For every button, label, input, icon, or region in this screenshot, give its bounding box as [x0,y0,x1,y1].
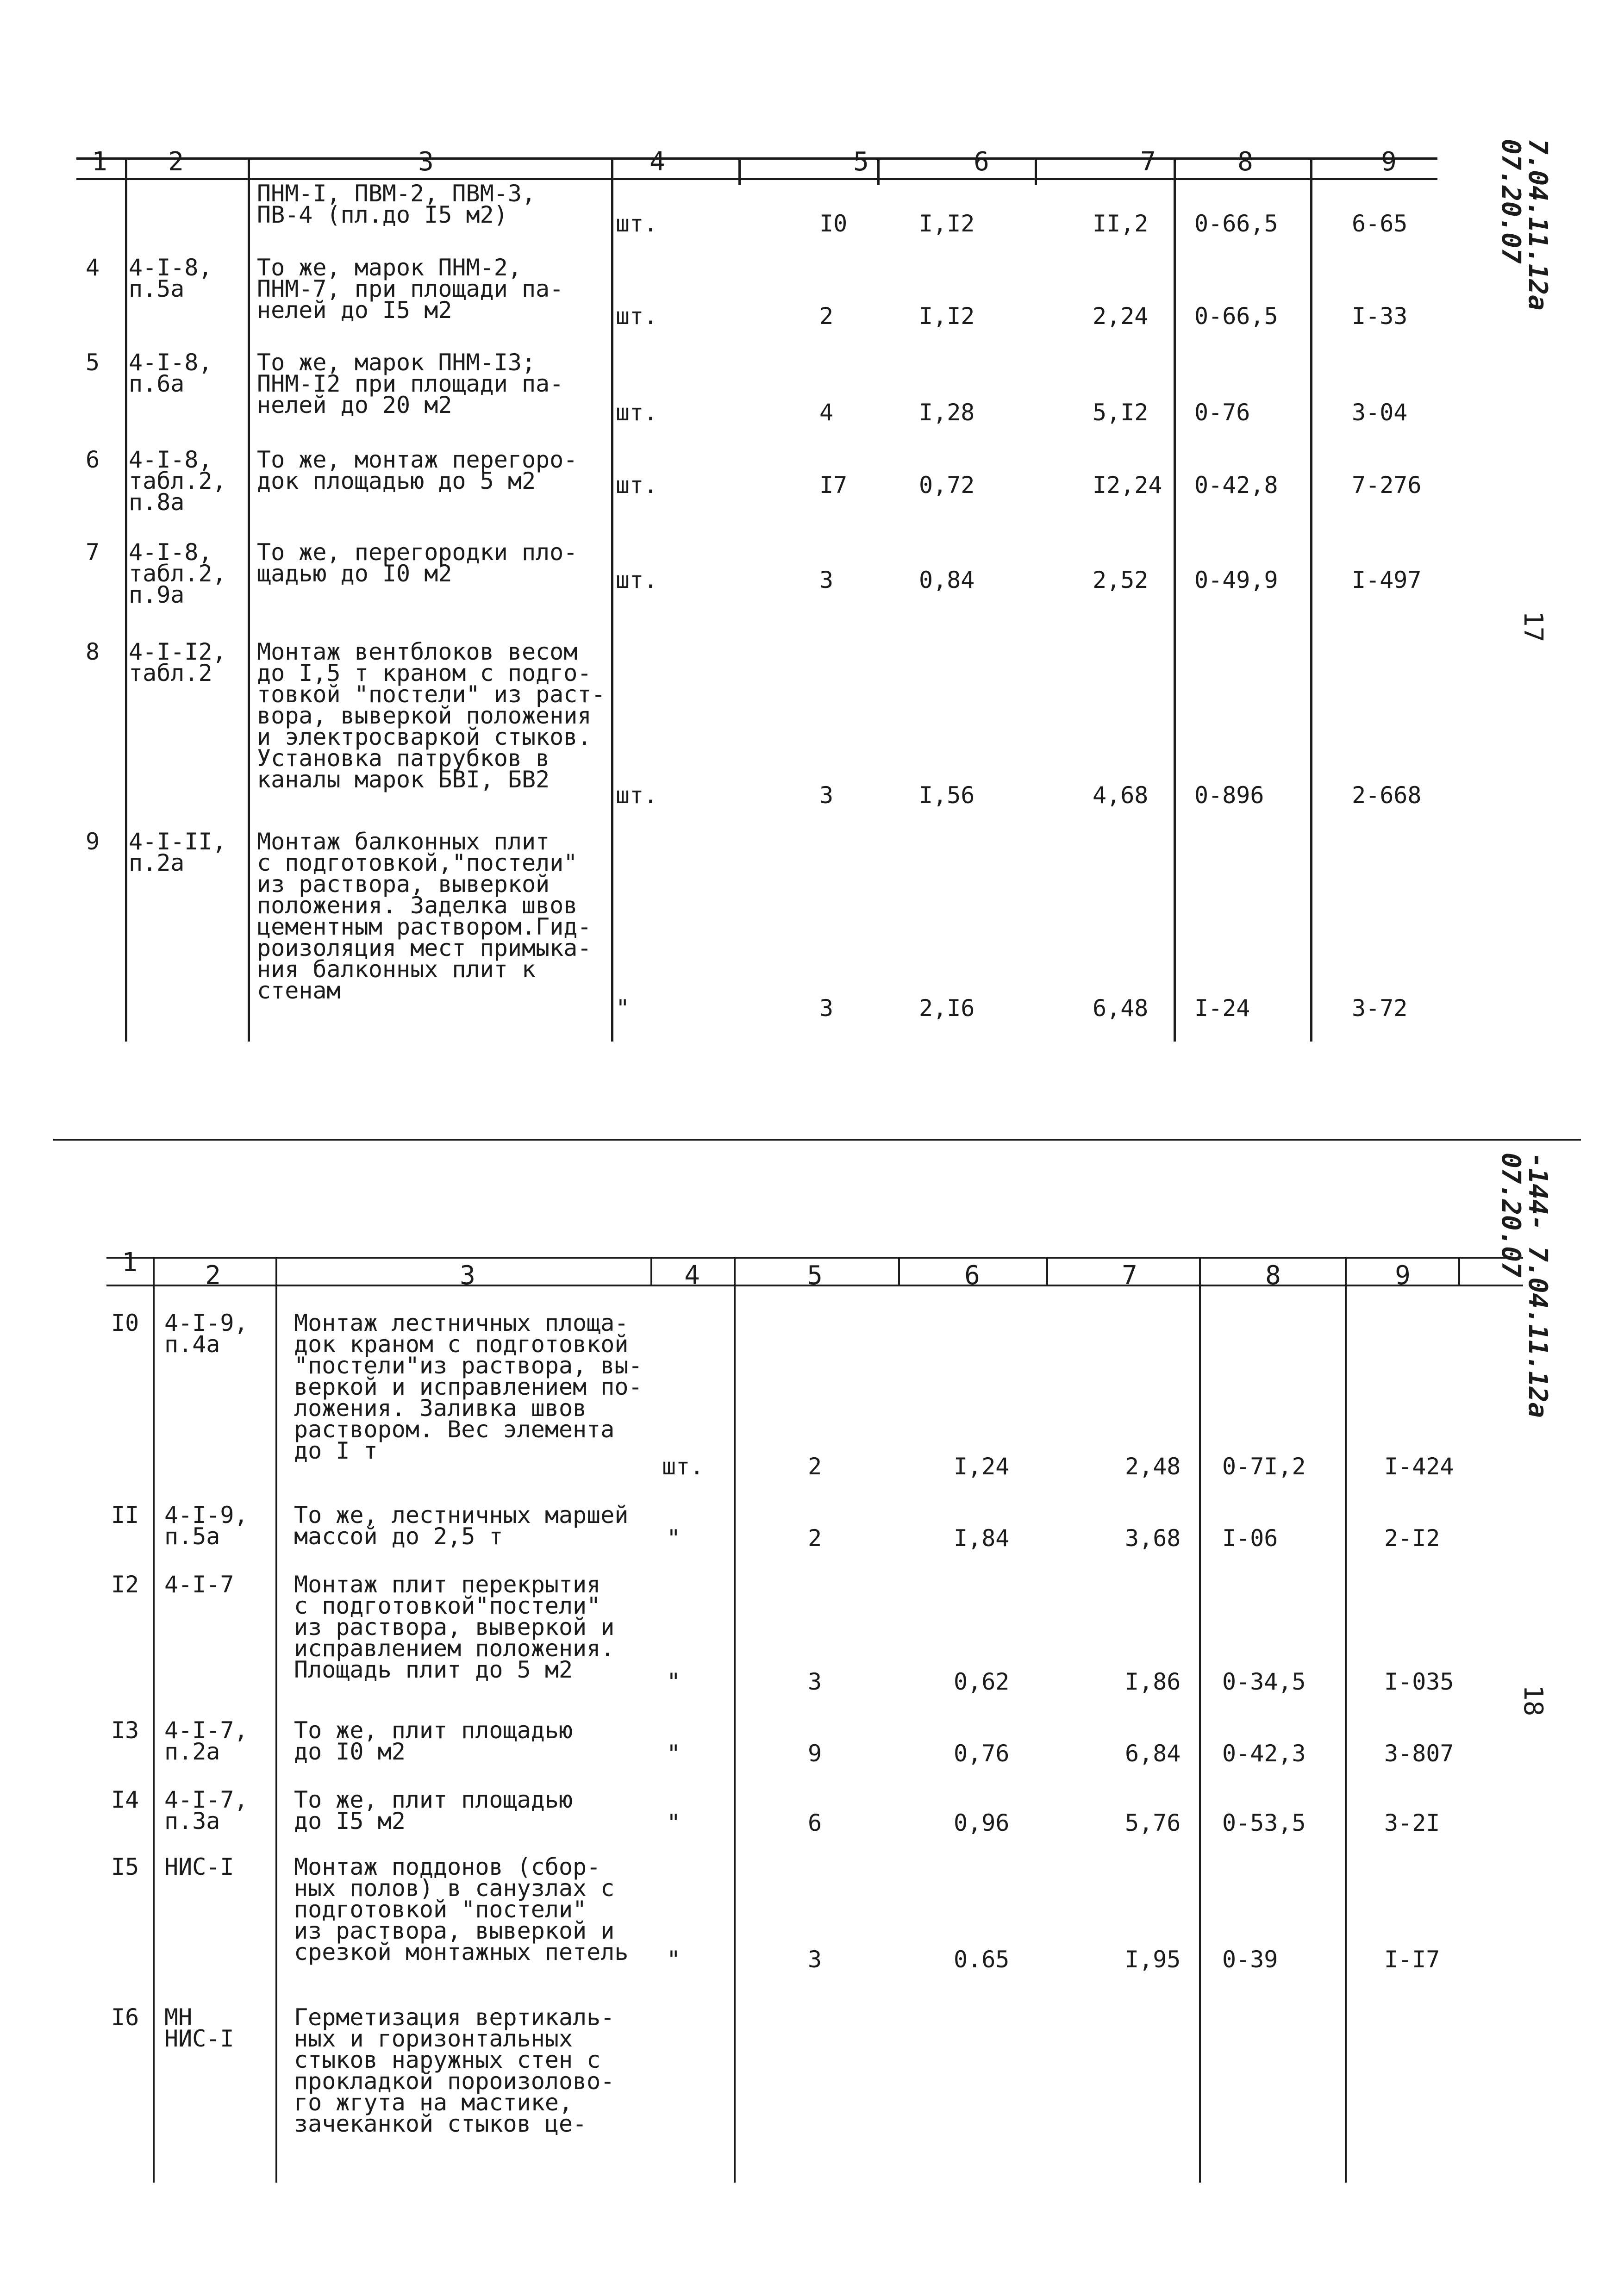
page-number: 17 [1518,611,1548,643]
header-cell: 7 [1140,147,1156,177]
cell-row-number: 7 [86,539,100,566]
cell-description: То же, монтаж перегоро- док площадью до 5 м2 [257,446,578,494]
cell-reference: 4-I-II, п.2а [129,828,226,876]
cell-col9: 2-668 [1352,782,1422,809]
cell-qty: 3 [808,1946,822,1973]
cell-col7: I2,24 [1093,472,1162,499]
cell-col7: 4,68 [1093,782,1149,809]
cell-row-number: I3 [111,1717,139,1744]
cell-col8: 0-896 [1194,782,1264,809]
cell-unit: шт. [616,303,658,330]
cell-row-number: I0 [111,1310,139,1336]
cell-col8: 0-34,5 [1222,1668,1306,1695]
col-divider [153,1257,155,2183]
cell-col7: 2,24 [1093,303,1149,330]
cell-qty: 2 [808,1525,822,1552]
cell-qty: 2 [808,1453,822,1480]
col-divider [738,157,741,185]
cell-reference: 4-I-7, п.3а [164,1786,248,1834]
cell-col8: 0-42,3 [1222,1740,1306,1767]
cell-col8: 0-53,5 [1222,1809,1306,1836]
header-cell: 8 [1237,147,1253,177]
cell-col7: I,86 [1125,1668,1181,1695]
cell-row-number: 4 [86,254,100,281]
cell-qty: 3 [808,1668,822,1695]
cell-reference: 4-I-8, табл.2, п.9а [129,539,226,608]
cell-unit: шт. [616,782,658,809]
cell-description: Монтаж лестничных площа- док краном с подготовкой "постели"из раствора, вы- веркой и исправлением по- ложения. Заливка швов раствором. Вес элемента до I т [294,1310,643,1464]
cell-description: То же, марок ПНМ-I3; ПНМ-I2 при площади па- нелей до 20 м2 [257,349,564,418]
col-divider [1199,1257,1201,2183]
cell-unit: " [667,1525,681,1552]
cell-col7: II,2 [1093,210,1149,237]
cell-unit: " [616,995,630,1022]
col-divider [1458,1257,1460,1285]
cell-unit: шт. [616,399,658,426]
cell-col9: I-I7 [1384,1946,1440,1973]
header-cell: 9 [1395,1260,1411,1291]
col-divider [248,157,250,1042]
cell-description: Монтаж плит перекрытия с подготовкой"постели" из раствора, выверкой и исправлением положения. Площадь плит до 5 м2 [294,1571,615,1683]
cell-row-number: II [111,1502,139,1529]
header-cell: 9 [1381,147,1397,177]
cell-reference: 4-I-9, п.4а [164,1310,248,1358]
cell-row-number: I2 [111,1571,139,1598]
col-divider [898,1257,900,1285]
header-cell: 7 [1122,1260,1137,1291]
cell-col9: 6-65 [1352,210,1408,237]
cell-row-number: I4 [111,1786,139,1813]
cell-description: Монтаж балконных плит с подготовкой,"постели" из раствора, выверкой положения. Заделка швов цементным раствором.Гид- роизоляция мест примыка- ния балконных плит к стенам [257,828,592,1004]
cell-col8: 0-7I,2 [1222,1453,1306,1480]
header-cell: 1 [92,147,107,177]
header-cell: 8 [1265,1260,1281,1291]
cell-reference: МН НИС-I [164,2004,234,2052]
cell-row-number: I5 [111,1853,139,1880]
cell-reference: 4-I-I2, табл.2 [129,638,226,686]
col-divider [1174,157,1176,1042]
cell-col9: 2-I2 [1384,1525,1440,1552]
cell-col9: 3-04 [1352,399,1408,426]
cell-qty: 9 [808,1740,822,1767]
cell-qty: I7 [819,472,848,499]
cell-reference: 4-I-8, табл.2, п.8а [129,446,226,516]
cell-col6: 2,I6 [919,995,975,1022]
cell-col8: 0-49,9 [1194,567,1278,593]
col-divider [611,157,613,1042]
cell-col9: I-035 [1384,1668,1454,1695]
cell-reference: 4-I-9, п.5а [164,1502,248,1550]
cell-col9: 3-72 [1352,995,1408,1022]
cell-reference: 4-I-8, п.6а [129,349,212,397]
header-cell: 4 [650,147,665,177]
cell-col8: I-06 [1222,1525,1278,1552]
cell-col6: I,84 [954,1525,1010,1552]
header-cell: 2 [205,1260,221,1291]
cell-col6: I,56 [919,782,975,809]
header-cell: 4 [684,1260,700,1291]
cell-col7: 6,84 [1125,1740,1181,1767]
header-cell: 6 [974,147,989,177]
header-cell: 5 [853,147,869,177]
cell-description: Герметизация вертикаль- ных и горизонтальных стыков наружных стен с прокладкой пороизолово- го жгута на мастике, зачеканкой стыков це- [294,2004,615,2137]
col-divider [734,1257,736,2183]
cell-col7: 2,52 [1093,567,1149,593]
cell-col9: I-33 [1352,303,1408,330]
cell-unit: шт. [662,1453,704,1480]
cell-row-number: 6 [86,446,100,473]
cell-col6: I,28 [919,399,975,426]
cell-col6: I,24 [954,1453,1010,1480]
document-code: 7.04.11.12а 07.20.07 [1496,139,1553,311]
col-divider [275,1257,277,2183]
cell-reference: 4-I-7 [164,1571,234,1598]
header-cell: 2 [168,147,184,177]
cell-unit: шт. [616,472,658,499]
cell-qty: 3 [819,567,834,593]
cell-unit: " [667,1946,681,1973]
cell-description: Монтаж поддонов (сбор- ных полов) в санузлах с подготовкой "постели" из раствора, выверкой и срезкой монтажных петель [294,1853,629,1965]
col-divider [1345,1257,1347,2183]
cell-col6: 0,72 [919,472,975,499]
cell-col9: I-424 [1384,1453,1454,1480]
cell-qty: 4 [819,399,834,426]
cell-col7: 5,76 [1125,1809,1181,1836]
table-top-rule [106,1257,1523,1259]
cell-row-number: I6 [111,2004,139,2031]
cell-col6: I,I2 [919,303,975,330]
col-divider [1035,157,1037,185]
cell-reference: 4-I-8, п.5а [129,254,212,302]
cell-col6: I,I2 [919,210,975,237]
cell-col9: 7-276 [1352,472,1422,499]
cell-description: Монтаж вентблоков весом до I,5 т краном с подго- товкой "постели" из раст- вора, выверкой положения и электросваркой стыков. Установка патрубков в каналы марок БВI, БВ2 [257,638,606,793]
cell-qty: 2 [819,303,834,330]
header-cell: 3 [418,147,434,177]
cell-col6: 0.65 [954,1946,1010,1973]
cell-qty: 6 [808,1809,822,1836]
header-cell: 5 [807,1260,823,1291]
cell-col7: 6,48 [1093,995,1149,1022]
cell-reference: 4-I-7, п.2а [164,1717,248,1765]
cell-description: ПНМ-I, ПВМ-2, ПВМ-3, ПВ-4 (пл.до I5 м2) [257,180,536,228]
cell-unit: " [667,1740,681,1767]
cell-col6: 0,84 [919,567,975,593]
cell-qty: 3 [819,995,834,1022]
cell-description: То же, плит площадью до I0 м2 [294,1717,573,1765]
cell-description: То же, лестничных маршей массой до 2,5 т [294,1502,629,1550]
cell-col9: 3-2I [1384,1809,1440,1836]
cell-col7: 2,48 [1125,1453,1181,1480]
document-code: -144- 7.04.11.12а 07.20.07 [1496,1153,1553,1418]
cell-col6: 0,96 [954,1809,1010,1836]
cell-qty: 3 [819,782,834,809]
cell-col7: I,95 [1125,1946,1181,1973]
page-number: 18 [1518,1685,1548,1716]
cell-unit: " [667,1668,681,1695]
cell-col8: 0-76 [1194,399,1250,426]
cell-unit: шт. [616,567,658,593]
cell-col8: 0-42,8 [1194,472,1278,499]
col-divider [1310,157,1312,1042]
header-cell: 1 [122,1248,137,1278]
cell-description: То же, плит площадью до I5 м2 [294,1786,573,1834]
cell-row-number: 9 [86,828,100,855]
cell-col6: 0,76 [954,1740,1010,1767]
cell-col7: 3,68 [1125,1525,1181,1552]
header-cell: 3 [460,1260,475,1291]
cell-unit: " [667,1809,681,1836]
cell-qty: I0 [819,210,848,237]
cell-col8: 0-39 [1222,1946,1278,1973]
cell-unit: шт. [616,210,658,237]
col-divider [1046,1257,1048,1285]
sheet-separator [53,1139,1581,1141]
cell-col9: I-497 [1352,567,1422,593]
header-cell: 6 [964,1260,980,1291]
cell-col7: 5,I2 [1093,399,1149,426]
cell-col6: 0,62 [954,1668,1010,1695]
cell-col8: 0-66,5 [1194,210,1278,237]
cell-description: То же, перегородки пло- щадью до I0 м2 [257,539,578,587]
cell-reference: НИС-I [164,1853,234,1880]
col-divider [650,1257,652,1285]
cell-description: То же, марок ПНМ-2, ПНМ-7, при площади па- нелей до I5 м2 [257,254,564,324]
cell-row-number: 8 [86,638,100,665]
col-divider [125,157,127,1042]
cell-col9: 3-807 [1384,1740,1454,1767]
cell-col8: 0-66,5 [1194,303,1278,330]
cell-row-number: 5 [86,349,100,376]
cell-col8: I-24 [1194,995,1250,1022]
